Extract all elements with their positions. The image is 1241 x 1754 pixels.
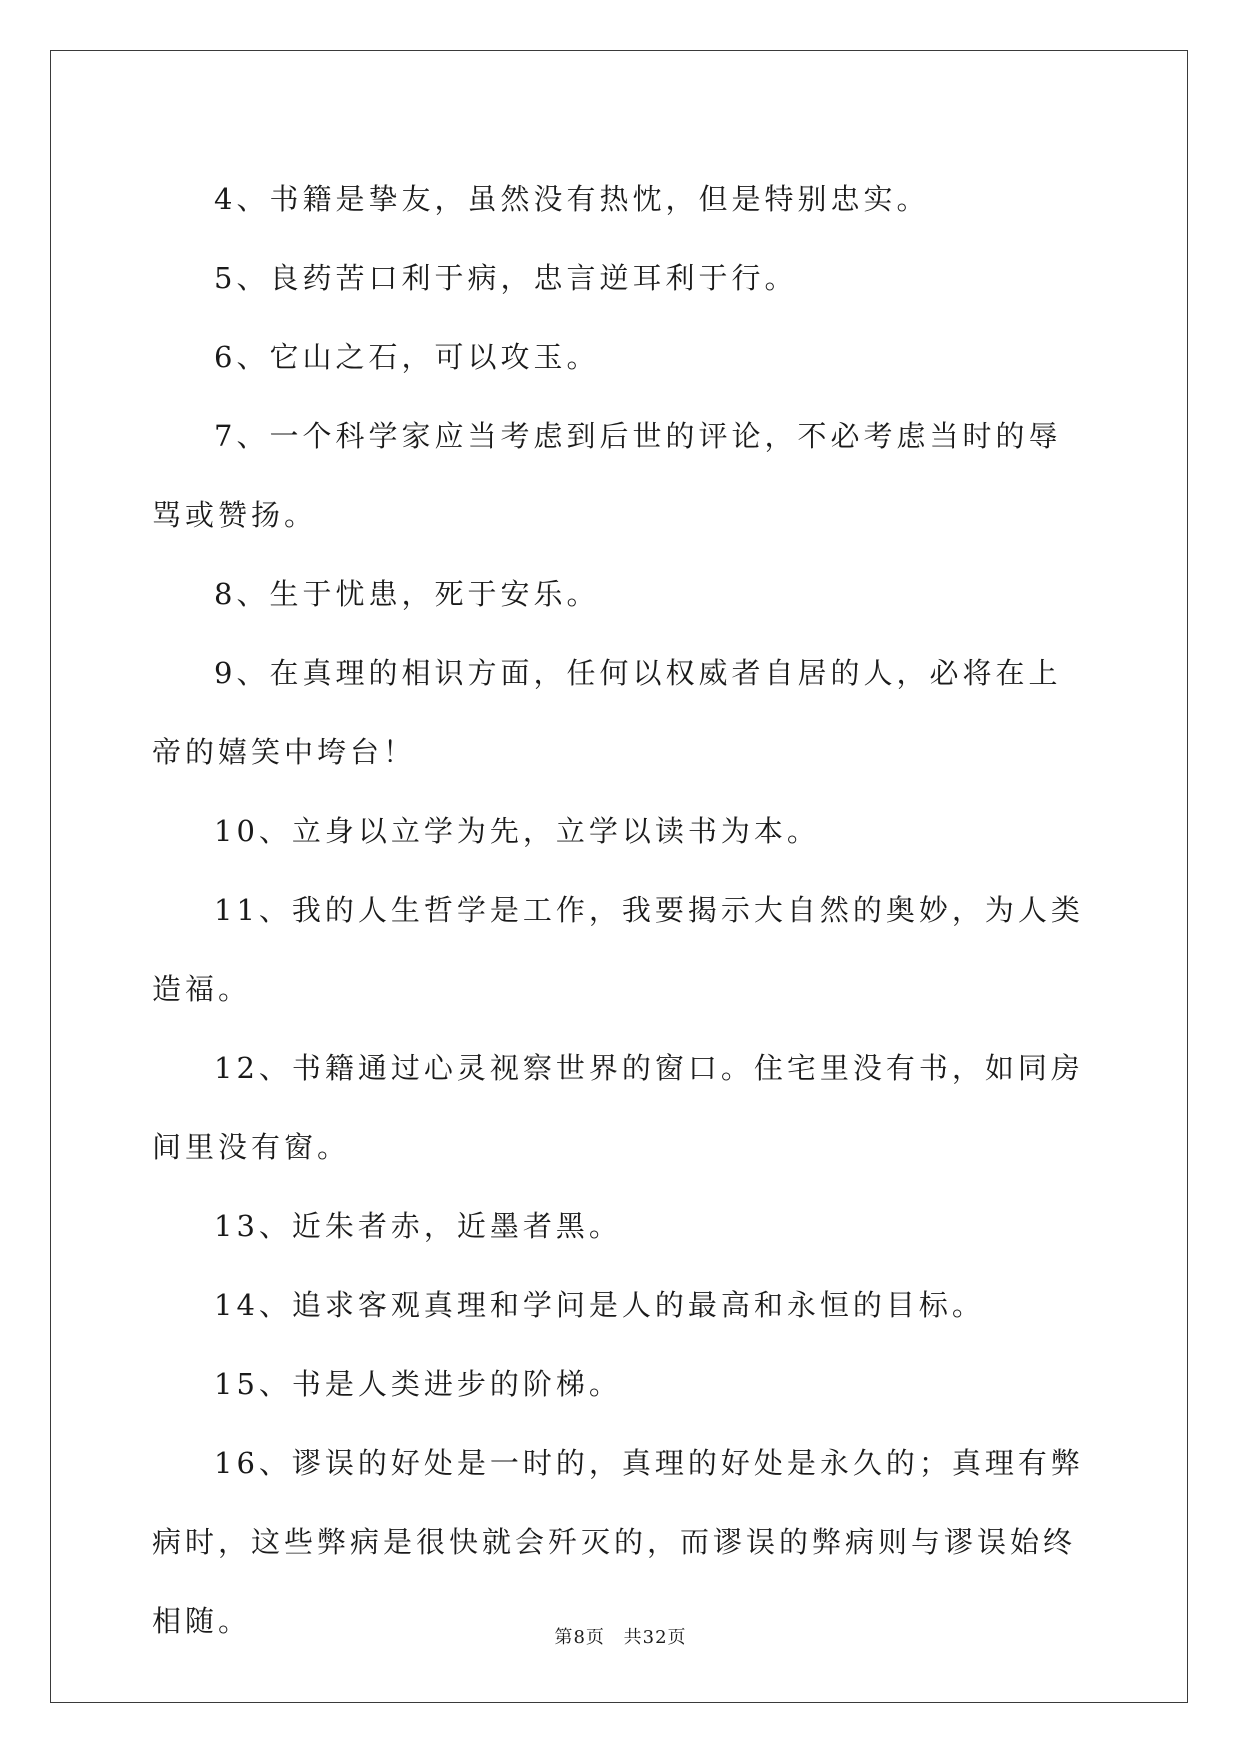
paragraph-11: 11、我的人生哲学是工作，我要揭示大自然的奥妙，为人类造福。 xyxy=(152,893,1084,1006)
current-page-number: 第8页 xyxy=(554,1627,605,1648)
paragraph-6: 6、它山之石，可以攻玉。 xyxy=(214,340,600,374)
page-footer xyxy=(0,1623,1241,1649)
paragraph-14: 14、追求客观真理和学问是人的最高和永恒的目标。 xyxy=(214,1288,985,1322)
paragraph-9: 9、在真理的相识方面，任何以权威者自居的人，必将在上帝的嬉笑中垮台！ xyxy=(152,656,1062,769)
paragraph-7: 7、一个科学家应当考虑到后世的评论，不必考虑当时的辱骂或赞扬。 xyxy=(152,419,1062,532)
paragraph-15: 15、书是人类进步的阶梯。 xyxy=(214,1367,622,1401)
paragraph-4: 4、书籍是挚友，虽然没有热忱，但是特别忠实。 xyxy=(214,182,930,216)
paragraph-12: 12、书籍通过心灵视察世界的窗口。住宅里没有书，如同房间里没有窗。 xyxy=(152,1051,1084,1164)
paragraph-8: 8、生于忧患，死于安乐。 xyxy=(214,577,600,611)
paragraph-10: 10、立身以立学为先，立学以读书为本。 xyxy=(214,814,820,848)
paragraph-5: 5、良药苦口利于病，忠言逆耳利于行。 xyxy=(214,261,798,295)
total-page-count: 共32页 xyxy=(623,1627,687,1648)
paragraph-16: 16、谬误的好处是一时的，真理的好处是永久的；真理有弊病时，这些弊病是很快就会歼灭的，而谬误的弊病则与谬误始终相随。 xyxy=(152,1446,1084,1638)
paragraph-13: 13、近朱者赤，近墨者黑。 xyxy=(214,1209,622,1243)
document-body xyxy=(152,160,1092,1661)
